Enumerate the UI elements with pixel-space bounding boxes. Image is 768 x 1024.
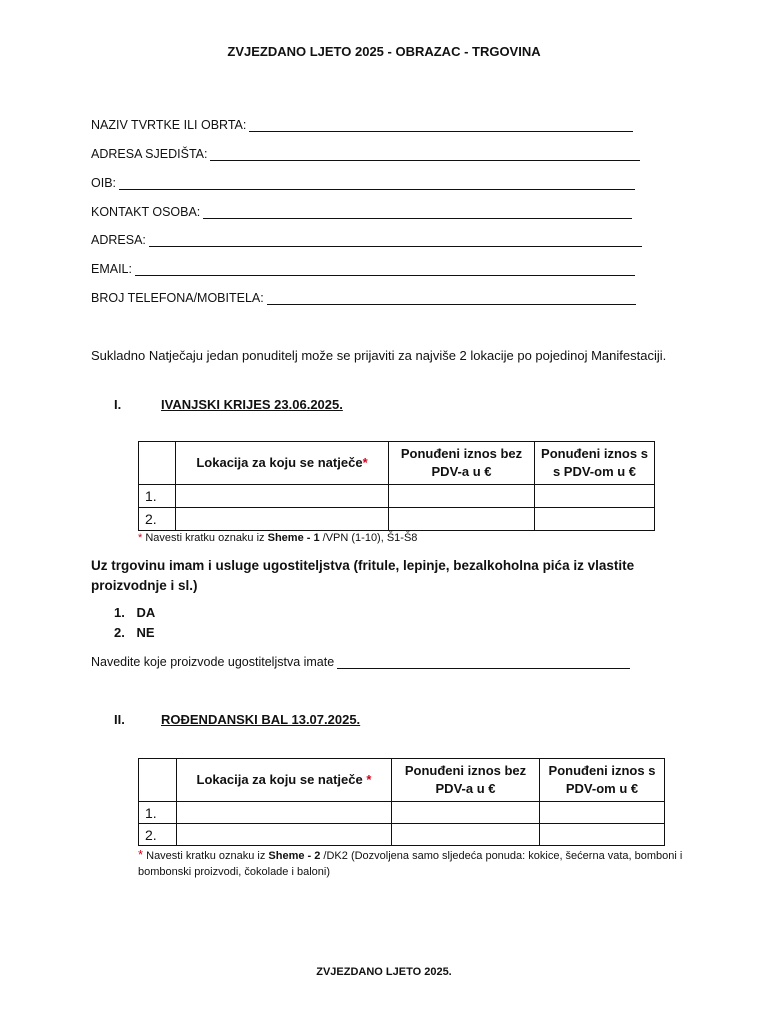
footnote-detail: /VPN (1-10), Š1-Š8: [319, 532, 418, 544]
section-1-heading: IVANJSKI KRIJES 23.06.2025.: [161, 397, 343, 412]
phone-line[interactable]: [267, 292, 636, 305]
table-header-amount-vat: Ponuđeni iznos s PDV-om u €: [540, 759, 665, 802]
address-line[interactable]: [149, 234, 642, 247]
option-no[interactable]: [114, 625, 155, 640]
table-header-location: Lokacija za koju se natječe*: [176, 442, 389, 485]
amount-vat-cell[interactable]: [540, 824, 665, 846]
email-line[interactable]: [135, 263, 635, 276]
amount-vat-cell[interactable]: [540, 802, 665, 824]
email-label: EMAIL:: [91, 262, 132, 276]
oib-label: OIB:: [91, 176, 117, 190]
table-header-row: [139, 759, 665, 802]
company-name-line[interactable]: [249, 119, 633, 132]
amount-no-vat-cell[interactable]: [392, 824, 540, 846]
option-number: 1.: [114, 605, 125, 620]
table-header-empty: [139, 442, 176, 485]
table-row: [139, 508, 655, 531]
footnote-detail: /DK2 (Dozvoljena samo sljedeća ponuda: kokice, šećerna vata, bomboni i bombonski proizvodi, čokolade i baloni): [138, 850, 683, 878]
table-row: [139, 485, 655, 508]
company-name-label: NAZIV TVRTKE ILI OBRTA:: [91, 118, 247, 132]
footnote-scheme: Sheme - 1: [267, 532, 320, 544]
table-header-amount-vat: Ponuđeni iznos s s PDV-om u €: [535, 442, 655, 485]
section-1-footnote: [138, 530, 678, 546]
phone-label: BROJ TELEFONA/MOBITELA:: [91, 291, 264, 305]
contact-person-line[interactable]: [203, 206, 632, 219]
intro-paragraph: Sukladno Natječaju jedan ponuditelj može se prijaviti za najviše 2 lokacije po pojedinoj Manifestaciji.: [91, 348, 667, 363]
amount-no-vat-cell[interactable]: [392, 802, 540, 824]
table-header-empty: [139, 759, 177, 802]
oib-field[interactable]: [91, 176, 635, 190]
section-2-footnote: [138, 847, 683, 880]
table-header-amount-no-vat: Ponuđeni iznos bez PDV-a u €: [389, 442, 535, 485]
page-footer: ZVJEZDANO LJETO 2025.: [316, 966, 452, 978]
row-number: 1.: [139, 485, 176, 508]
option-label: NE: [136, 625, 155, 640]
amount-vat-cell[interactable]: [535, 508, 655, 531]
footnote-asterisk: *: [138, 532, 143, 544]
email-field[interactable]: [91, 262, 635, 276]
row-number: 2.: [139, 824, 177, 846]
location-cell[interactable]: [177, 824, 392, 846]
catering-products-line[interactable]: [337, 656, 630, 669]
table-header-location: Lokacija za koju se natječe *: [177, 759, 392, 802]
footnote-scheme: Sheme - 2: [268, 850, 321, 862]
option-label: DA: [136, 605, 156, 620]
amount-vat-cell[interactable]: [535, 485, 655, 508]
headquarters-address-line[interactable]: [210, 148, 640, 161]
section-2-heading: ROĐENDANSKI BAL 13.07.2025.: [161, 712, 361, 727]
row-number: 1.: [139, 802, 177, 824]
required-asterisk: *: [366, 772, 372, 787]
headquarters-address-field[interactable]: [91, 147, 640, 161]
amount-no-vat-cell[interactable]: [389, 508, 535, 531]
contact-person-label: KONTAKT OSOBA:: [91, 205, 201, 219]
required-asterisk: *: [362, 455, 368, 470]
option-yes[interactable]: [114, 605, 155, 620]
address-field[interactable]: [91, 233, 642, 247]
footnote-text: Navesti kratku oznaku iz: [142, 532, 268, 544]
amount-no-vat-cell[interactable]: [389, 485, 535, 508]
table-header-amount-no-vat: Ponuđeni iznos bez PDV-a u €: [392, 759, 540, 802]
catering-products-label: Navedite koje proizvode ugostiteljstva imate: [91, 655, 335, 669]
section-2-number: II.: [114, 712, 125, 727]
headquarters-address-label: ADRESA SJEDIŠTA:: [91, 147, 208, 161]
section-2-table: [138, 758, 665, 846]
option-number: 2.: [114, 625, 125, 640]
location-cell[interactable]: [176, 508, 389, 531]
row-number: 2.: [139, 508, 176, 531]
page-title: ZVJEZDANO LJETO 2025 - OBRAZAC - TRGOVINA: [227, 44, 541, 59]
contact-person-field[interactable]: [91, 205, 632, 219]
phone-field[interactable]: [91, 291, 636, 305]
table-row: [139, 824, 665, 846]
table-header-row: [139, 442, 655, 485]
footnote-asterisk: *: [138, 847, 144, 862]
section-1-table: [138, 441, 655, 531]
address-label: ADRESA:: [91, 233, 146, 247]
catering-products-field[interactable]: [91, 655, 630, 669]
footnote-text: Navesti kratku oznaku iz: [143, 850, 269, 862]
location-cell[interactable]: [176, 485, 389, 508]
oib-line[interactable]: [119, 177, 635, 190]
location-cell[interactable]: [177, 802, 392, 824]
catering-question: Uz trgovinu imam i usluge ugostiteljstva (fritule, lepinje, bezalkoholna pića iz vlastite proizvodnje i sl.): [91, 558, 635, 593]
table-row: [139, 802, 665, 824]
company-name-field[interactable]: [91, 118, 633, 132]
section-1-number: I.: [114, 397, 122, 412]
